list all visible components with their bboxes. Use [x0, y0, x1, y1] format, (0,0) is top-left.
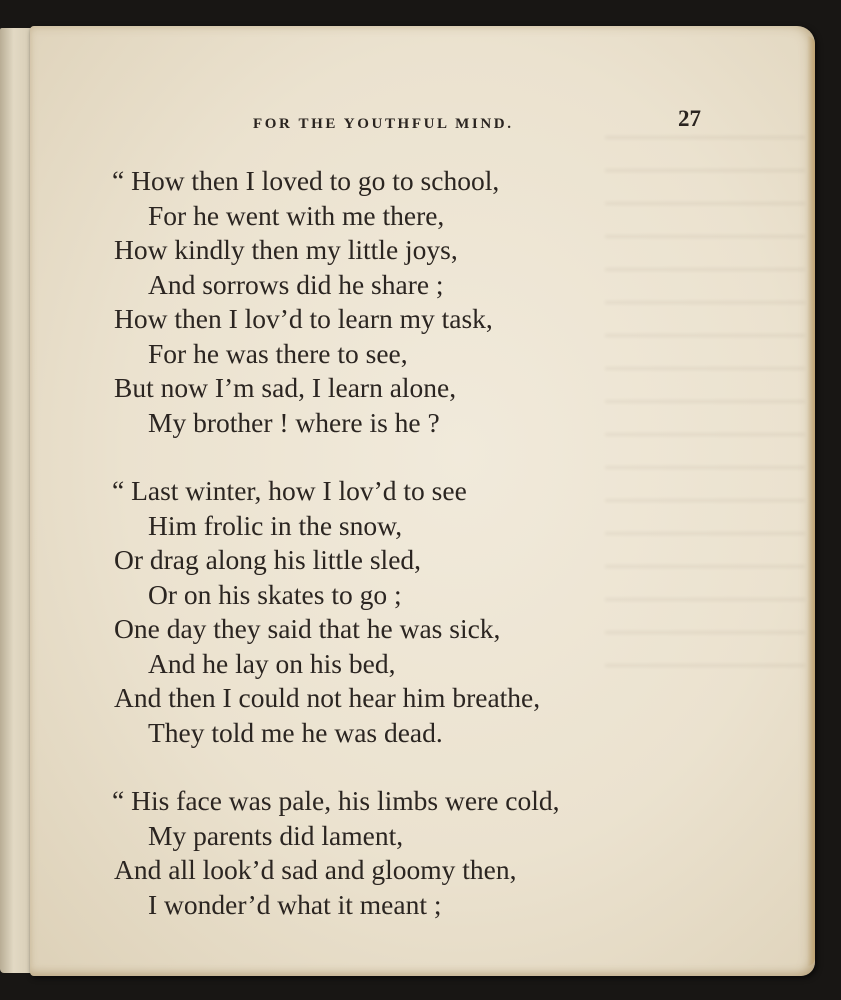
page-number: 27	[678, 106, 701, 131]
poem-line: Or drag along his little sled,	[114, 544, 422, 575]
poem-line: My parents did lament,	[148, 819, 404, 851]
poem-line: But now I’m sad, I learn alone,	[114, 372, 457, 403]
poem-line: And all look’d sad and gloomy then,	[114, 854, 517, 885]
poem-line: And sorrows did he share ;	[148, 268, 444, 300]
page-edge-shadow	[807, 36, 815, 966]
poem-line: Or on his skates to go ;	[148, 578, 402, 610]
poem-line: For he was there to see,	[148, 337, 408, 369]
book-page	[30, 26, 815, 976]
stanza-3	[114, 784, 560, 922]
poem-line: “ How then I loved to go to school,	[112, 165, 500, 196]
poem-line: My brother ! where is he ?	[148, 406, 440, 438]
show-through-text	[605, 136, 805, 696]
poem-line: How kindly then my little joys,	[114, 234, 458, 265]
poem-line: And then I could not hear him breathe,	[114, 682, 541, 713]
poem-line: How then I lov’d to learn my task,	[114, 303, 493, 334]
poem-line: They told me he was dead.	[148, 716, 443, 748]
poem-line: “ His face was pale, his limbs were cold,	[112, 785, 560, 816]
poem-line: “ Last winter, how I lov’d to see	[112, 475, 467, 506]
poem-line: Him frolic in the snow,	[148, 509, 403, 541]
poem-body	[114, 164, 560, 922]
stanza-2	[114, 474, 560, 750]
poem-line: And he lay on his bed,	[148, 647, 396, 679]
poem-line: For he went with me there,	[148, 199, 445, 231]
facing-page-edge	[0, 28, 34, 973]
stanza-1	[114, 164, 560, 440]
poem-line: I wonder’d what it meant ;	[148, 888, 442, 920]
running-head: FOR THE YOUTHFUL MIND.	[253, 116, 514, 132]
poem-line: One day they said that he was sick,	[114, 613, 501, 644]
